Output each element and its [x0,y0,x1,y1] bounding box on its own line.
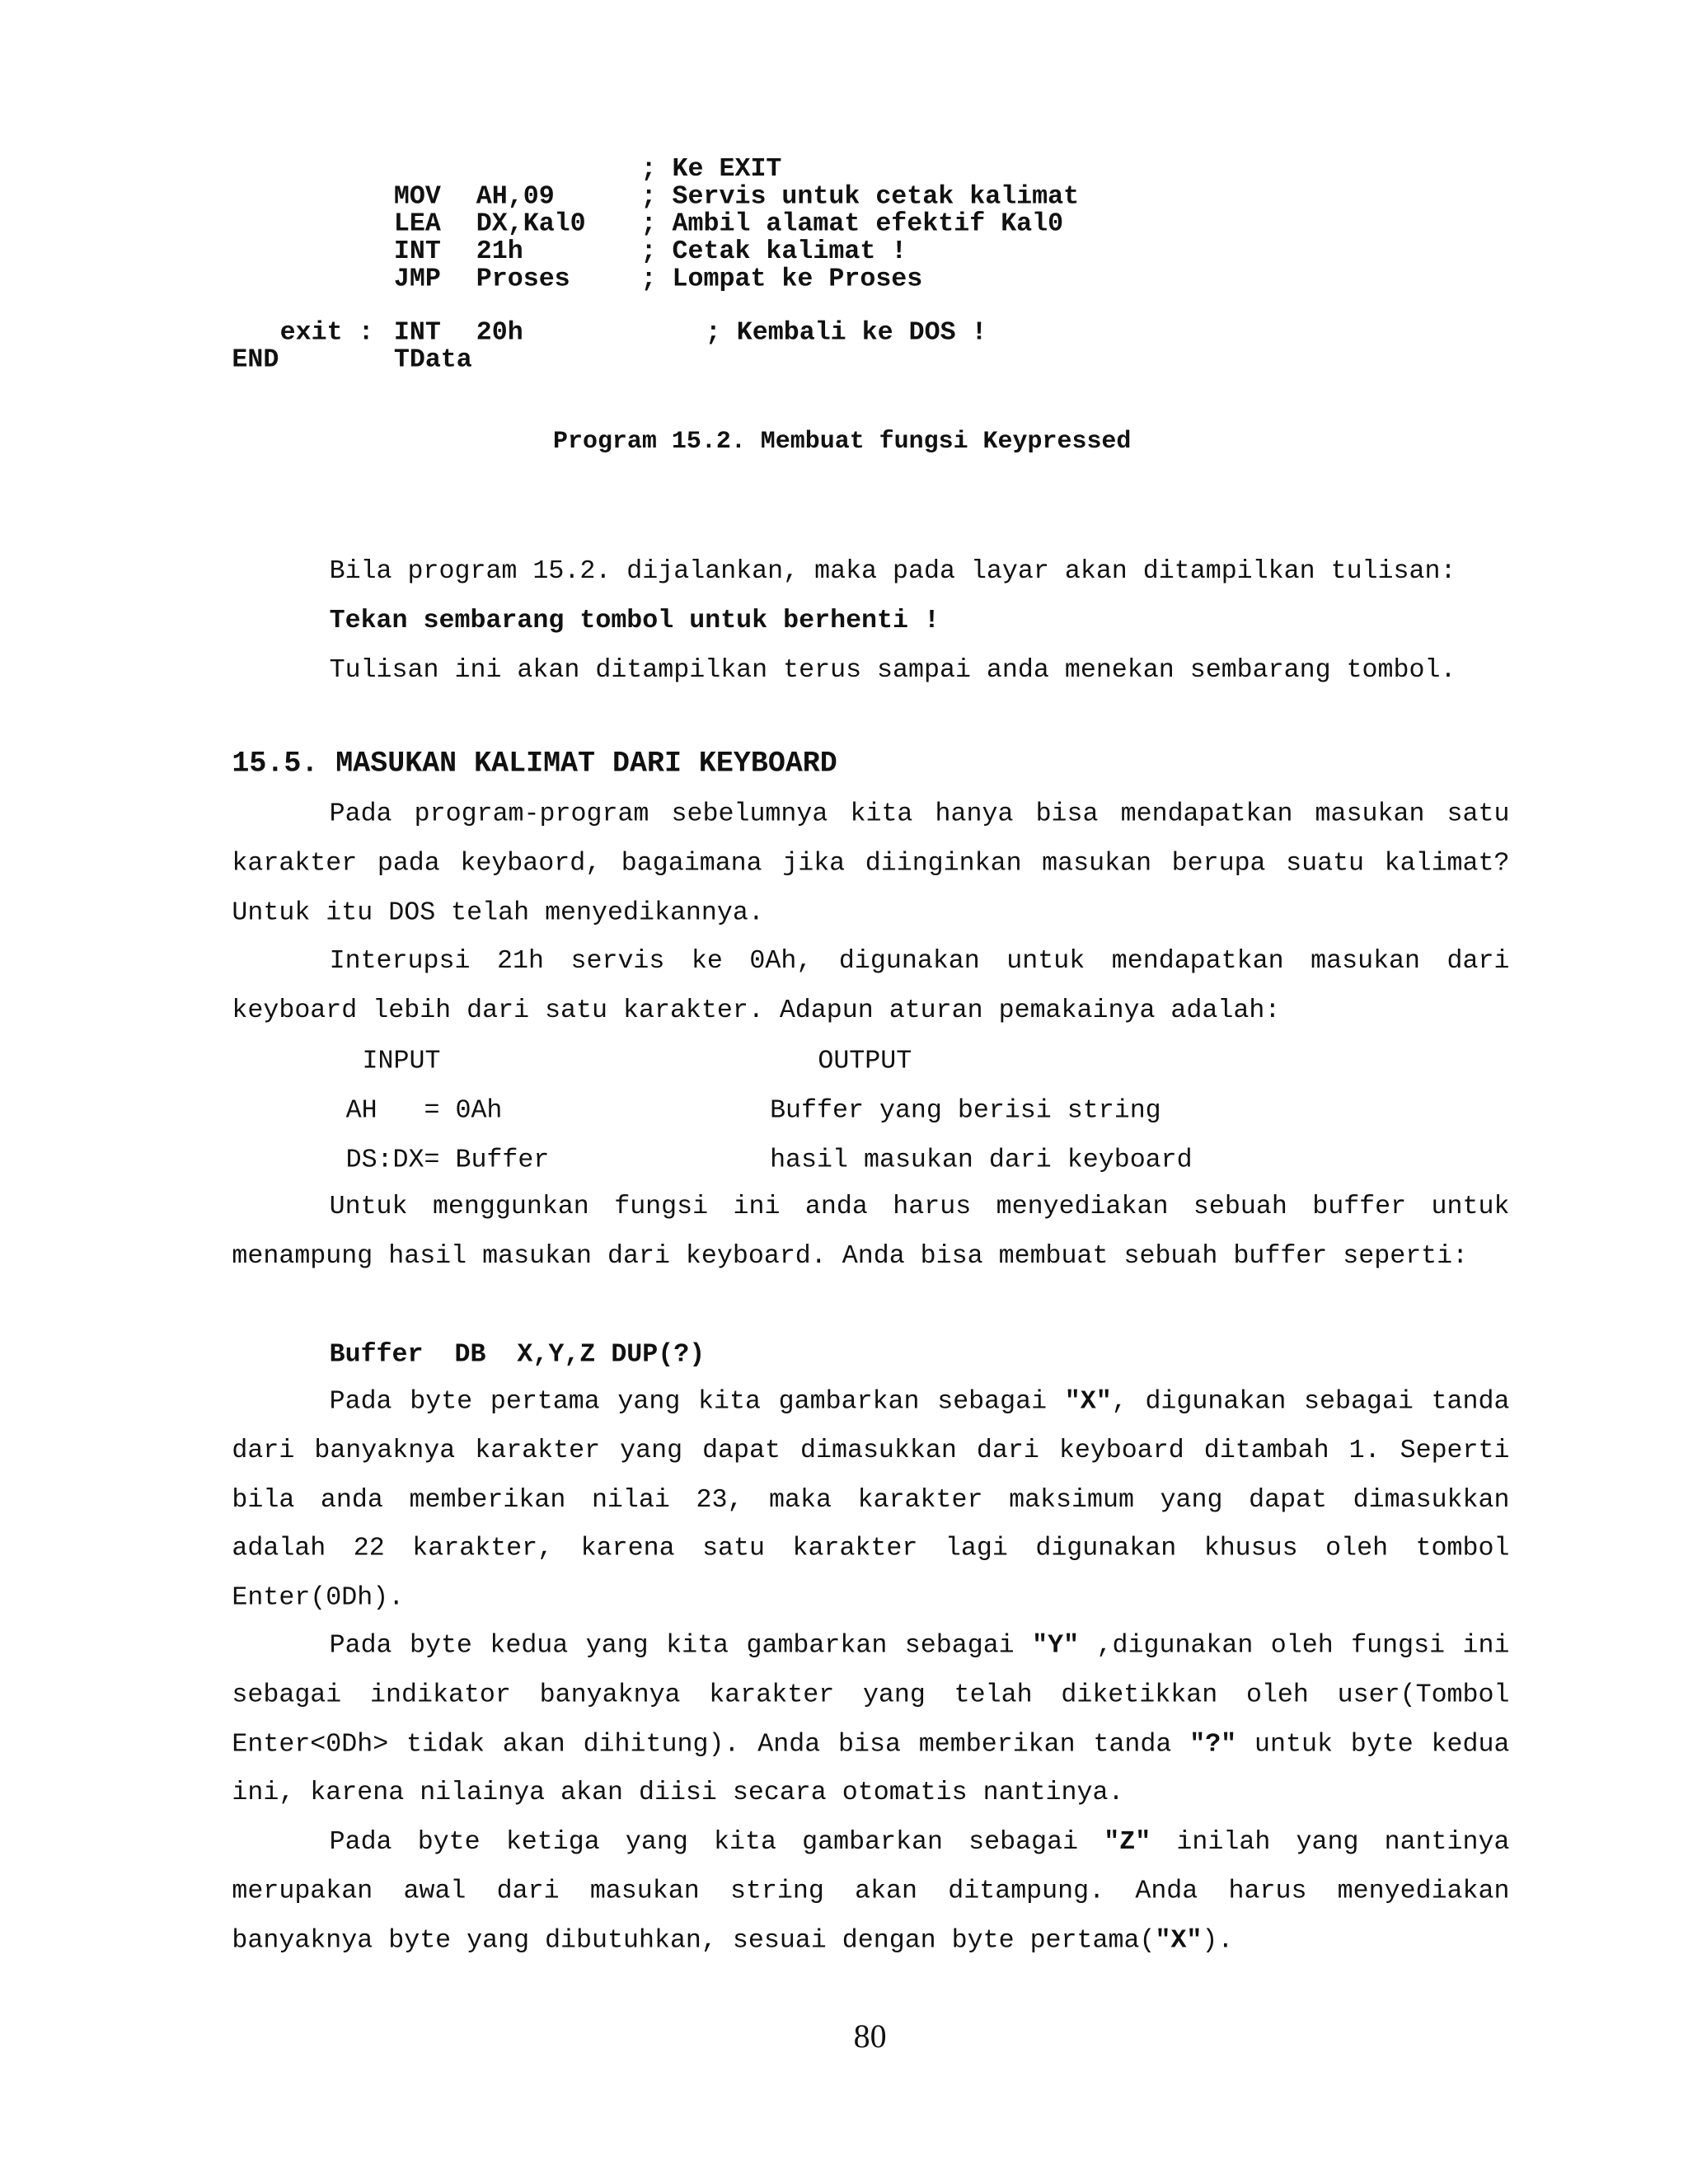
paragraph [232,1183,1509,1281]
intro-line: Tulisan ini akan ditampilkan terus sampai anda menekan sembarang tombol. [329,654,1456,685]
paragraph [232,937,1509,1035]
paragraph [232,1622,1509,1818]
io-input-cell: DS:DX= Buffer [345,1144,550,1175]
paragraph-text: Interupsi 21h servis ke 0Ah, digunakan untuk mendapatkan masukan dari keyboard lebih dari satu karakter. Adapun aturan pemakainya adalah: [232,945,1510,1025]
intro-line: Bila program 15.2. dijalankan, maka pada layar akan ditampilkan tulisan: [329,555,1456,586]
code-args: Proses [476,263,570,294]
paragraph [232,1818,1509,1966]
io-input-cell: AH = 0Ah [345,1094,503,1126]
io-input-header: INPUT [362,1045,441,1076]
code-comment: ; Servis untuk cetak kalimat [640,180,1080,212]
code-op: LEA [393,209,441,239]
program-caption: Program 15.2. Membuat fungsi Keypressed [552,428,1132,456]
buffer-declaration: Buffer DB X,Y,Z DUP(?) [329,1339,706,1370]
paragraph [232,1378,1509,1624]
code-args: AH,09 [476,180,555,212]
paragraph-text: Untuk menggunkan fungsi ini anda harus menyediakan sebuah buffer untuk menampung hasil masukan dari keyboard. Anda bisa membuat sebuah buffer seperti: [232,1191,1510,1271]
io-output-cell: Buffer yang berisi string [770,1094,1161,1126]
paragraph-text: untuk byte kedua ini, karena nilainya akan diisi secara otomatis nantinya. [232,1728,1510,1808]
paragraph-text: Pada byte ketiga yang kita gambarkan sebagai [329,1826,1104,1857]
code-label: END [232,344,279,375]
code-op: TData [393,344,472,375]
paragraph [232,790,1509,938]
paragraph-text: ,digunakan oleh fungsi ini sebagai indikator banyaknya karakter yang telah diketikkan oleh user(Tombol Enter<0Dh> tidak akan dihitung). Anda bisa memberikan tanda [232,1630,1510,1759]
code-args: 21h [476,236,523,267]
page-number: 80 [853,2019,887,2056]
code-op: JMP [393,263,441,294]
quoted-x: "X" [1155,1924,1203,1955]
code-comment: ; Kembali ke DOS ! [705,316,987,348]
code-comment: ; Ambil alamat efektif Kal0 [640,209,1064,239]
paragraph-text: ). [1202,1924,1234,1955]
paragraph-text: , digunakan sebagai tanda dari banyaknya karakter yang dapat dimasukkan dari keyboard ditambah 1. Seperti bila anda memberikan nilai 23, maka karakter maksimum yang dapat dimasukkan adalah 22 karakter, karena satu karakter lagi digunakan khusus oleh tombol Enter(0Dh). [232,1385,1510,1613]
io-output-header: OUTPUT [818,1045,912,1076]
paragraph-text: Pada byte pertama yang kita gambarkan sebagai [329,1385,1065,1417]
code-op: INT [393,236,441,267]
code-comment: ; Lompat ke Proses [640,263,923,294]
section-heading: 15.5. MASUKAN KALIMAT DARI KEYBOARD [232,749,837,781]
quoted-y: "Y" [1032,1630,1080,1661]
code-comment: ; Cetak kalimat ! [640,236,907,267]
paragraph-text: Pada program-program sebelumnya kita hanya bisa mendapatkan masukan satu karakter pada keybaord, bagaimana jika diinginkan masukan berupa suatu kalimat? Untuk itu DOS telah menyedikannya. [232,799,1510,927]
code-args: 20h [476,316,523,348]
io-output-cell: hasil masukan dari keyboard [770,1144,1193,1175]
code-op: MOV [393,180,441,212]
code-label: exit : [279,316,374,348]
code-op: INT [393,316,441,348]
paragraph-text: Pada byte kedua yang kita gambarkan sebagai [329,1630,1033,1661]
code-args: DX,Kal0 [476,209,586,239]
code-comment: ; Ke EXIT [640,153,782,185]
intro-bold-line: Tekan sembarang tombol untuk berhenti ! [329,605,940,635]
quoted-x: "X" [1064,1385,1112,1417]
paragraph-text: inilah yang nantinya merupakan awal dari masukan string akan ditampung. Anda harus menyediakan banyaknya byte yang dibutuhkan, sesuai dengan byte pertama( [232,1826,1510,1955]
quoted-question: "?" [1189,1728,1237,1759]
quoted-z: "Z" [1104,1826,1151,1857]
